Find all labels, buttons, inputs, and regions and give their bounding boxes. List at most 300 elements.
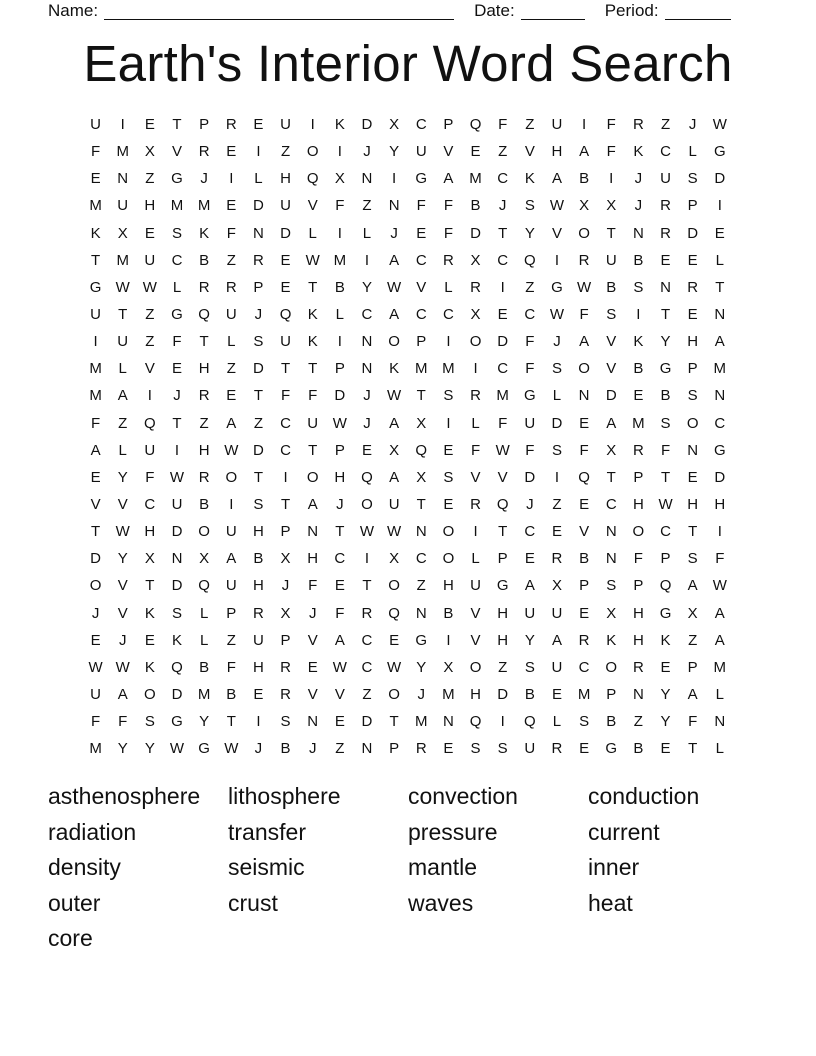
grid-letter: C	[144, 496, 156, 514]
grid-letter: X	[416, 414, 427, 432]
grid-letter: E	[253, 116, 264, 134]
grid-letter: L	[471, 550, 480, 568]
grid-letter: D	[524, 468, 536, 486]
grid-letter: C	[415, 251, 427, 269]
grid-letter: K	[334, 116, 345, 134]
word-list-item: seismic	[228, 854, 305, 880]
grid-letter: W	[332, 414, 347, 432]
grid-letter: M	[415, 713, 428, 731]
word-list-item: mantle	[408, 854, 478, 880]
grid-letter: O	[388, 686, 400, 704]
grid-letter: A	[524, 577, 535, 595]
grid-letter: J	[308, 740, 317, 758]
grid-letter: S	[606, 577, 617, 595]
grid-letter: F	[525, 333, 535, 351]
grid-letter: E	[226, 387, 237, 405]
grid-letter: N	[605, 550, 617, 568]
grid-letter: I	[446, 631, 451, 649]
grid-letter: R	[361, 604, 373, 622]
grid-letter: S	[606, 306, 617, 324]
grid-letter: E	[226, 197, 237, 215]
grid-letter: Y	[361, 278, 372, 296]
grid-letter: H	[307, 550, 319, 568]
grid-letter: A	[90, 441, 101, 459]
grid-letter: J	[173, 387, 181, 405]
grid-letter: Z	[525, 278, 535, 296]
grid-letter: C	[280, 441, 291, 459]
grid-letter: J	[281, 577, 290, 595]
grid-letter: I	[446, 333, 451, 351]
grid-letter: B	[633, 740, 644, 758]
grid-letter: V	[90, 496, 101, 514]
grid-letter: G	[171, 713, 183, 731]
grid-letter: T	[498, 224, 508, 242]
grid-letter: D	[687, 224, 699, 242]
grid-letter: R	[551, 550, 563, 568]
grid-letter: I	[229, 170, 234, 188]
grid-letter: T	[226, 713, 236, 731]
grid-letter: L	[199, 604, 209, 622]
grid-letter: G	[171, 306, 183, 324]
grid-letter: F	[633, 550, 643, 568]
grid-letter: A	[117, 387, 128, 405]
grid-letter: G	[523, 387, 536, 405]
grid-letter: P	[443, 116, 454, 134]
grid-letter: E	[226, 143, 237, 161]
grid-letter: I	[310, 116, 315, 134]
grid-letter: A	[389, 251, 400, 269]
grid-letter: F	[90, 143, 101, 161]
grid-letter: U	[280, 116, 291, 134]
grid-letter: J	[254, 306, 263, 324]
grid-letter: I	[256, 713, 261, 731]
grid-letter: U	[252, 631, 264, 649]
grid-letter: Q	[388, 604, 400, 622]
grid-letter: M	[496, 387, 509, 405]
grid-letter: O	[442, 550, 455, 568]
grid-letter: D	[171, 686, 183, 704]
grid-letter: A	[551, 170, 562, 188]
grid-letter: N	[714, 306, 726, 324]
grid-letter: N	[307, 713, 319, 731]
grid-letter: J	[634, 170, 643, 188]
grid-letter: R	[415, 740, 427, 758]
grid-letter: E	[579, 414, 590, 432]
grid-letter: C	[171, 251, 183, 269]
grid-letter: M	[89, 740, 102, 758]
grid-letter: W	[169, 468, 185, 486]
grid-letter: H	[334, 468, 346, 486]
page-title: Earth's Interior Word Search	[83, 35, 733, 92]
grid-letter: K	[633, 143, 644, 161]
grid-letter: O	[632, 523, 645, 541]
grid-letter: K	[606, 631, 617, 649]
word-list-item: inner	[588, 854, 640, 880]
grid-letter: Y	[199, 713, 210, 731]
grid-letter: H	[551, 143, 563, 161]
grid-letter: T	[280, 360, 291, 378]
grid-letter: Z	[362, 197, 372, 215]
name-blank-line[interactable]	[104, 5, 454, 20]
grid-letter: C	[524, 306, 536, 324]
word-list-item: asthenosphere	[48, 783, 201, 809]
grid-letter: J	[363, 414, 371, 432]
grid-letter: V	[551, 224, 562, 242]
grid-letter: X	[470, 251, 481, 269]
grid-letter: W	[224, 740, 239, 758]
grid-letter: Y	[524, 224, 535, 242]
grid-letter: W	[169, 740, 185, 758]
grid-letter: T	[416, 496, 426, 514]
grid-letter: R	[198, 143, 210, 161]
grid-letter: V	[524, 143, 535, 161]
grid-letter: W	[332, 658, 347, 676]
grid-letter: E	[334, 577, 345, 595]
grid-letter: Y	[524, 631, 535, 649]
grid-letter: D	[470, 224, 481, 242]
grid-letter: N	[415, 604, 427, 622]
grid-letter: V	[117, 604, 128, 622]
grid-letter: M	[577, 686, 591, 704]
grid-letter: F	[118, 713, 128, 731]
grid-letter: B	[524, 686, 535, 704]
grid-letter: S	[253, 496, 264, 514]
grid-letter: Q	[198, 306, 210, 324]
grid-letter: U	[388, 496, 400, 514]
grid-letter: U	[524, 740, 536, 758]
grid-letter: L	[308, 224, 317, 242]
letter-grid	[82, 111, 733, 762]
grid-letter: U	[470, 577, 481, 595]
grid-letter: P	[334, 360, 345, 378]
grid-letter: P	[660, 550, 671, 568]
grid-letter: T	[172, 116, 182, 134]
grid-letter: N	[714, 387, 726, 405]
grid-letter: O	[578, 360, 590, 378]
grid-letter: I	[609, 170, 614, 188]
grid-letter: I	[174, 441, 180, 459]
grid-letter: O	[225, 468, 238, 486]
grid-letter: Z	[253, 414, 263, 432]
grid-letter: E	[144, 224, 155, 242]
grid-letter: Z	[688, 631, 698, 649]
grid-letter: K	[144, 658, 155, 676]
grid-letter: C	[415, 116, 427, 134]
grid-letter: K	[524, 170, 535, 188]
grid-letter: U	[551, 604, 563, 622]
date-blank-line[interactable]	[521, 5, 585, 20]
grid-letter: S	[551, 441, 562, 459]
grid-letter: D	[171, 523, 183, 541]
grid-letter: Q	[659, 577, 672, 595]
grid-letter: P	[253, 278, 264, 296]
grid-letter: R	[578, 251, 590, 269]
grid-letter: R	[198, 468, 210, 486]
grid-letter: X	[199, 550, 210, 568]
grid-letter: L	[471, 414, 480, 432]
grid-letter: F	[172, 333, 182, 351]
grid-letter: F	[308, 387, 318, 405]
grid-letter: G	[713, 441, 726, 459]
grid-letter: F	[90, 713, 101, 731]
grid-letter: T	[362, 577, 372, 595]
grid-letter: R	[470, 387, 481, 405]
grid-letter: E	[579, 496, 590, 514]
grid-letter: T	[90, 523, 101, 541]
grid-letter: F	[525, 360, 535, 378]
grid-letter: R	[470, 278, 481, 296]
grid-letter: U	[90, 686, 101, 704]
grid-letter: Y	[117, 740, 128, 758]
grid-letter: A	[714, 631, 725, 649]
grid-letter: L	[172, 278, 182, 296]
grid-letter: Z	[525, 116, 535, 134]
grid-letter: G	[198, 740, 210, 758]
grid-letter: T	[199, 333, 209, 351]
grid-letter: V	[307, 197, 318, 215]
word-list-item: lithosphere	[228, 783, 341, 809]
grid-letter: L	[552, 387, 562, 405]
grid-letter: X	[606, 441, 617, 459]
grid-letter: P	[280, 631, 291, 649]
grid-letter: X	[280, 604, 291, 622]
grid-letter: U	[90, 116, 101, 134]
grid-letter: I	[582, 116, 587, 134]
grid-letter: G	[415, 170, 428, 188]
grid-letter: L	[715, 251, 724, 269]
grid-letter: I	[392, 170, 397, 188]
grid-letter: Q	[144, 414, 156, 432]
grid-letter: Y	[117, 468, 128, 486]
grid-letter: Q	[496, 496, 509, 514]
grid-letter: A	[714, 333, 725, 351]
grid-letter: S	[660, 414, 671, 432]
grid-letter: N	[171, 550, 183, 568]
grid-letter: L	[715, 686, 724, 704]
grid-letter: D	[497, 686, 509, 704]
grid-letter: E	[687, 306, 698, 324]
grid-letter: R	[252, 604, 264, 622]
grid-letter: Z	[226, 251, 236, 269]
grid-letter: F	[525, 441, 535, 459]
grid-letter: D	[252, 197, 264, 215]
grid-letter: Q	[415, 441, 428, 459]
grid-letter: O	[442, 523, 455, 541]
grid-letter: C	[660, 143, 671, 161]
grid-letter: X	[144, 143, 155, 161]
word-list	[48, 780, 768, 958]
grid-letter: N	[361, 333, 373, 351]
grid-letter: T	[660, 468, 671, 486]
grid-letter: T	[606, 224, 616, 242]
grid-letter: M	[415, 360, 428, 378]
grid-letter: N	[687, 441, 699, 459]
grid-letter: W	[387, 387, 402, 405]
date-field[interactable]	[474, 0, 585, 20]
grid-letter: C	[442, 306, 454, 324]
grid-letter: E	[660, 251, 671, 269]
grid-letter: W	[387, 278, 402, 296]
grid-letter: N	[632, 686, 644, 704]
grid-letter: Z	[145, 306, 155, 324]
header-fields	[48, 0, 732, 20]
grid-letter: M	[116, 143, 129, 161]
grid-letter: Q	[469, 116, 482, 134]
grid-letter: P	[687, 360, 698, 378]
grid-letter: P	[687, 197, 698, 215]
grid-letter: W	[88, 658, 103, 676]
grid-letter: M	[89, 360, 102, 378]
grid-letter: U	[117, 197, 129, 215]
grid-letter: P	[606, 686, 617, 704]
word-list-item: outer	[48, 889, 101, 916]
grid-letter: V	[307, 686, 318, 704]
grid-letter: E	[144, 116, 155, 134]
grid-letter: F	[715, 550, 725, 568]
grid-letter: O	[388, 333, 400, 351]
grid-letter: R	[198, 387, 210, 405]
grid-letter: X	[470, 306, 481, 324]
grid-letter: J	[634, 197, 643, 215]
grid-letter: H	[470, 686, 481, 704]
grid-letter: I	[636, 306, 641, 324]
grid-letter: Y	[660, 333, 671, 351]
grid-letter: E	[687, 468, 698, 486]
grid-letter: S	[144, 713, 155, 731]
grid-letter: V	[470, 604, 481, 622]
period-blank-line[interactable]	[665, 5, 731, 20]
grid-letter: M	[89, 197, 102, 215]
grid-letter: R	[442, 251, 454, 269]
grid-letter: E	[90, 468, 101, 486]
grid-letter: O	[361, 496, 373, 514]
grid-letter: R	[280, 686, 291, 704]
grid-letter: A	[551, 631, 562, 649]
grid-letter: T	[688, 523, 698, 541]
period-field[interactable]	[605, 0, 731, 20]
grid-letter: I	[446, 414, 451, 432]
grid-letter: M	[632, 414, 645, 432]
grid-letter: W	[658, 496, 673, 514]
word-list-item: transfer	[228, 818, 306, 845]
grid-letter: E	[253, 686, 264, 704]
grid-letter: W	[115, 523, 130, 541]
grid-letter: C	[497, 170, 509, 188]
grid-letter: X	[117, 224, 128, 242]
grid-letter: O	[469, 333, 482, 351]
grid-letter: L	[118, 360, 127, 378]
grid-letter: H	[632, 631, 644, 649]
grid-letter: B	[470, 197, 481, 215]
grid-letter: I	[473, 360, 478, 378]
grid-letter: F	[226, 658, 236, 676]
grid-letter: Z	[145, 170, 155, 188]
grid-letter: F	[498, 414, 508, 432]
grid-letter: B	[633, 251, 644, 269]
grid-letter: T	[308, 360, 318, 378]
grid-letter: E	[551, 523, 562, 541]
grid-letter: H	[632, 496, 644, 514]
grid-letter: E	[90, 170, 101, 188]
grid-letter: E	[714, 224, 725, 242]
grid-letter: U	[415, 143, 427, 161]
grid-letter: Y	[660, 686, 671, 704]
grid-letter: G	[496, 577, 509, 595]
grid-letter: W	[359, 523, 375, 541]
grid-letter: H	[687, 496, 699, 514]
grid-letter: Z	[199, 414, 209, 432]
grid-letter: N	[605, 523, 617, 541]
grid-letter: O	[469, 658, 482, 676]
grid-letter: O	[605, 658, 618, 676]
grid-letter: I	[120, 116, 125, 134]
grid-letter: F	[470, 441, 481, 459]
grid-letter: T	[280, 496, 291, 514]
grid-letter: S	[280, 713, 291, 731]
grid-letter: S	[524, 658, 535, 676]
grid-letter: E	[307, 658, 318, 676]
grid-letter: K	[307, 306, 318, 324]
grid-letter: E	[416, 224, 427, 242]
grid-letter: X	[606, 197, 617, 215]
grid-letter: E	[144, 631, 155, 649]
grid-letter: Z	[226, 360, 236, 378]
grid-letter: H	[198, 360, 210, 378]
grid-letter: R	[198, 278, 210, 296]
grid-letter: E	[497, 306, 508, 324]
grid-letter: B	[606, 713, 617, 731]
grid-letter: P	[334, 441, 345, 459]
grid-letter: U	[171, 496, 183, 514]
grid-letter: H	[144, 523, 156, 541]
grid-letter: Z	[280, 143, 291, 161]
grid-letter: J	[688, 116, 697, 134]
grid-letter: A	[307, 496, 318, 514]
grid-letter: B	[579, 170, 590, 188]
grid-letter: L	[715, 740, 724, 758]
grid-letter: P	[416, 333, 427, 351]
grid-letter: L	[199, 631, 209, 649]
grid-letter: H	[198, 441, 210, 459]
grid-letter: Z	[633, 713, 643, 731]
grid-letter: I	[337, 224, 342, 242]
name-field[interactable]	[48, 0, 454, 20]
grid-letter: A	[579, 143, 590, 161]
grid-letter: O	[306, 468, 319, 486]
grid-letter: C	[605, 496, 617, 514]
grid-letter: E	[171, 360, 182, 378]
grid-letter: F	[579, 441, 589, 459]
grid-letter: E	[579, 604, 590, 622]
grid-letter: T	[145, 577, 155, 595]
grid-letter: I	[256, 143, 261, 161]
grid-letter: A	[389, 414, 400, 432]
grid-letter: B	[334, 278, 345, 296]
grid-letter: K	[171, 631, 182, 649]
grid-letter: Q	[306, 170, 319, 188]
grid-letter: F	[335, 604, 345, 622]
grid-letter: A	[606, 414, 617, 432]
grid-letter: T	[606, 468, 616, 486]
grid-letter: W	[115, 658, 130, 676]
grid-letter: X	[280, 550, 291, 568]
grid-letter: M	[197, 197, 211, 215]
grid-letter: E	[334, 713, 345, 731]
grid-letter: U	[660, 170, 671, 188]
grid-letter: U	[280, 197, 291, 215]
grid-letter: V	[579, 523, 590, 541]
grid-letter: X	[334, 170, 345, 188]
